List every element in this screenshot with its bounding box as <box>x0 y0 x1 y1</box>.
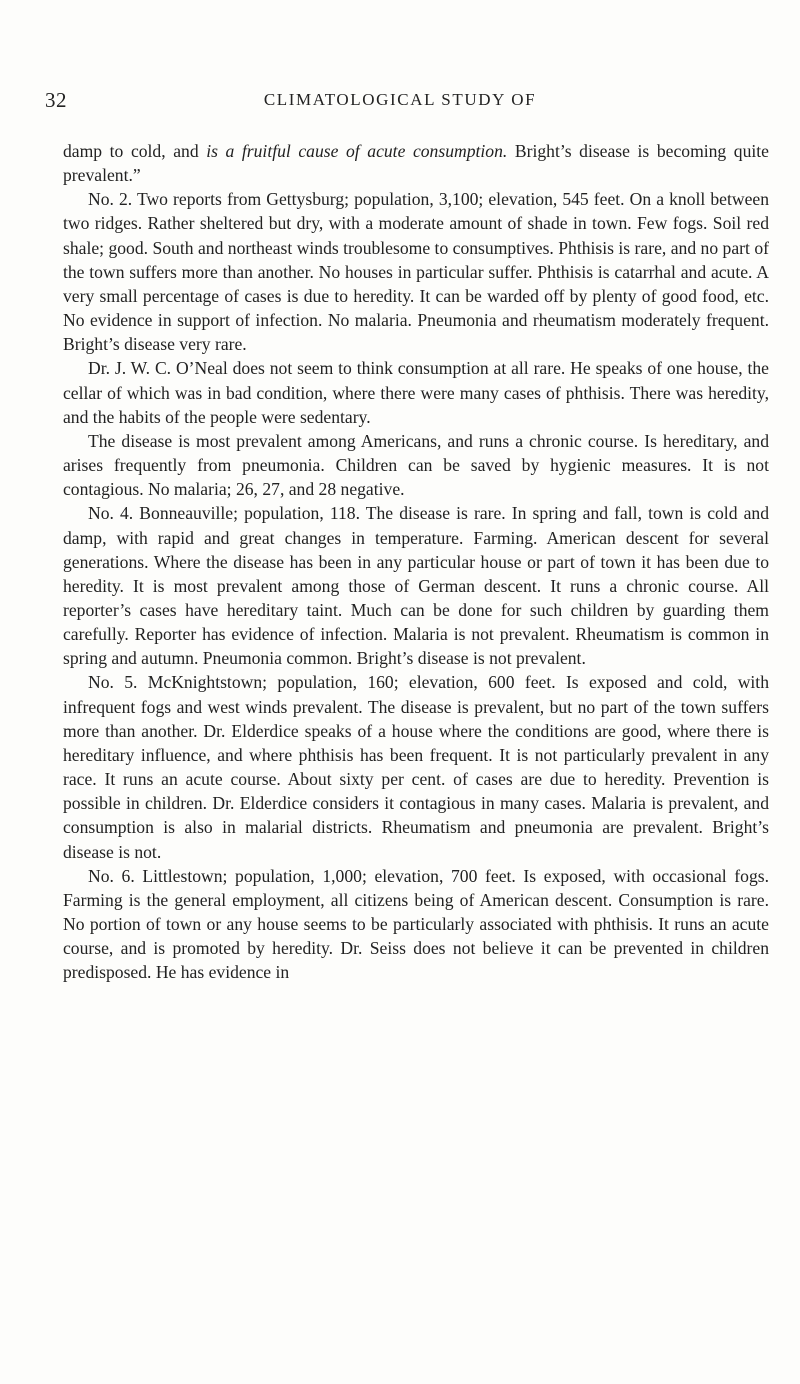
page-header <box>0 88 800 110</box>
paragraph-littlestown: No. 6. Littlestown; population, 1,000; elevation, 700 feet. Is exposed, with occasional fogs. Farming is the general employment, all citizens being of American descent. Consumption is rare. No portion of town or any house seems to be particularly associated with phthisis. It runs an acute course, and is promoted by heredity. Dr. Seiss does not believe it can be prevented in children predisposed. He has evidence in <box>63 865 769 983</box>
paragraph-text-after-italic: Bright’s disease is becoming quite prevalent.” <box>63 141 769 186</box>
paragraph-mcknightstown: No. 5. McKnightstown; population, 160; elevation, 600 feet. Is exposed and cold, with infrequent fogs and west winds prevalent. The disease is prevalent, but no part of the town suffers more than another. Dr. Elderdice speaks of a house where the conditions are good, where there is hereditary influence, and where phthisis has been frequent. It is not particularly prevalent in any race. It runs an acute course. About sixty per cent. of cases are due to heredity. Prevention is possible in children. Dr. Elderdice considers it contagious in many cases. Malaria is prevalent, and consumption is also in malarial districts. Rheumatism and pneumonia are prevalent. Bright’s disease is not. <box>63 672 769 862</box>
paragraph-continuation <box>63 139 769 187</box>
page-number: 32 <box>45 88 67 112</box>
italic-emphasis: is a fruitful cause of acute consumption. <box>206 141 508 161</box>
paragraph-bonneauville: No. 4. Bonneauville; population, 118. The disease is rare. In spring and fall, town is cold and damp, with rapid and great changes in temperature. Farming. American descent for several generations. Where the disease has been in any particular house or part of town it has been due to heredity. It is most prevalent among those of German descent. It runs a chronic course. All reporter’s cases have hereditary taint. Much can be done for such children by guarding them carefully. Reporter has evidence of infection. Malaria is not prevalent. Rheumatism is common in spring and autumn. Pneumonia common. Bright’s disease is not prevalent. <box>63 503 769 669</box>
paragraph-oneal: Dr. J. W. C. O’Neal does not seem to think consumption at all rare. He speaks of one house, the cellar of which was in bad condition, where there were many cases of phthisis. There was heredity, and the habits of the people were sedentary. <box>63 358 769 427</box>
body-text <box>63 139 769 984</box>
paragraph-gettysburg: No. 2. Two reports from Gettysburg; population, 3,100; elevation, 545 feet. On a knoll between two ridges. Rather sheltered but dry, with a moderate amount of shade in town. Few fogs. Soil red shale; good. South and northeast winds troublesome to consumptives. Phthisis is rare, and no part of the town suffers more than another. No houses in particular suffer. Phthisis is catarrhal and acute. A very small percentage of cases is due to heredity. It can be warded off by plenty of good food, etc. No evidence in support of infection. No malaria. Pneumonia and rheumatism moderately frequent. Bright’s disease very rare. <box>63 189 769 355</box>
running-head: CLIMATOLOGICAL STUDY OF <box>263 90 537 109</box>
paragraph-text-before-italic: damp to cold, and <box>63 141 207 161</box>
paragraph-prevalence: The disease is most prevalent among Americans, and runs a chronic course. Is hereditary, and arises frequently from pneumonia. Children can be saved by hygienic measures. It is not contagious. No malaria; 26, 27, and 28 negative. <box>63 430 769 500</box>
